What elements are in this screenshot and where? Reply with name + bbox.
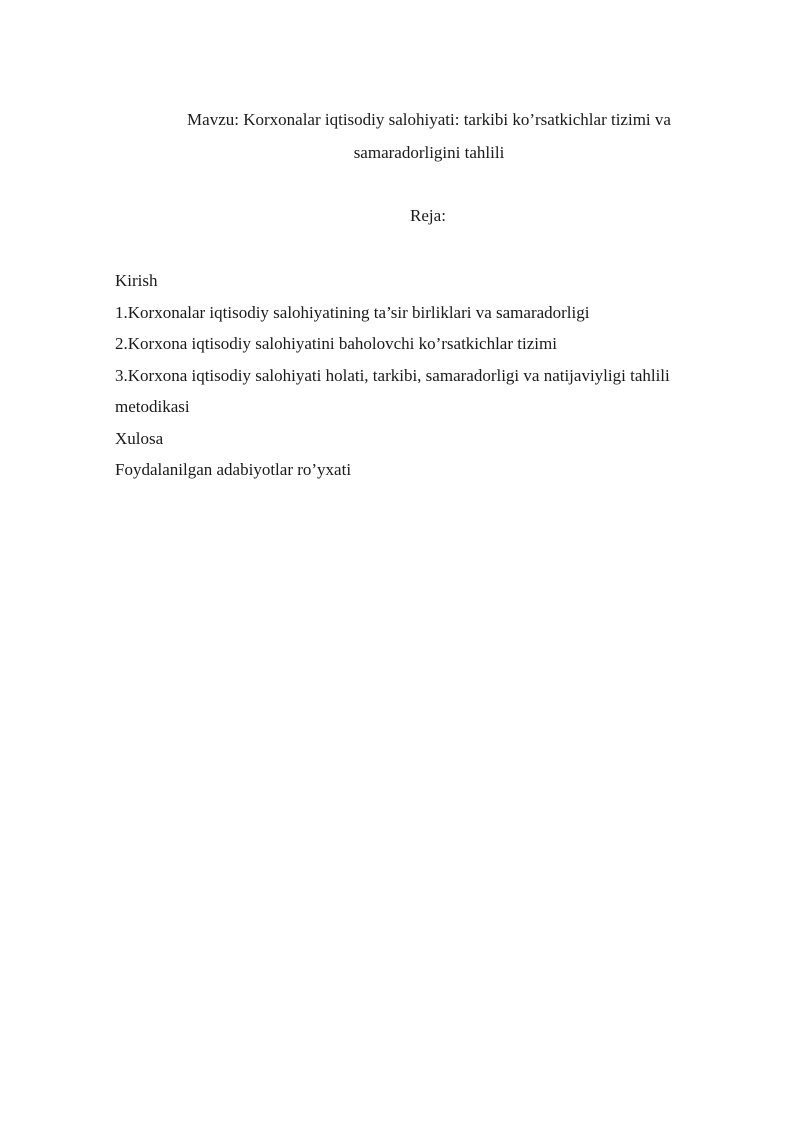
title-line-2: samaradorligini tahlili <box>353 143 505 162</box>
plan-list <box>115 265 755 486</box>
title-line-1: Mavzu: Korxonalar iqtisodiy salohiyati: tarkibi ko’rsatkichlar tizimi va <box>187 110 671 129</box>
plan-item-kirish: Kirish <box>115 271 158 290</box>
plan-item-3: 3.Korxona iqtisodiy salohiyati holati, tarkibi, samaradorligi va natijaviyligi tahlili <box>115 365 670 385</box>
plan-item-2: 2.Korxona iqtisodiy salohiyatini baholovchi ko’rsatkichlar tizimi <box>115 334 557 353</box>
plan-item-xulosa: Xulosa <box>115 428 164 448</box>
reja-heading: Reja: <box>410 206 446 225</box>
document-title <box>115 103 743 169</box>
plan-item-adabiyotlar: Foydalanilgan adabiyotlar ro’yxati <box>115 460 352 479</box>
plan-item-3-continued: metodikasi <box>115 397 190 416</box>
plan-item-1: 1.Korxonalar iqtisodiy salohiyatining ta’sir birliklari va samaradorligi <box>115 302 590 322</box>
